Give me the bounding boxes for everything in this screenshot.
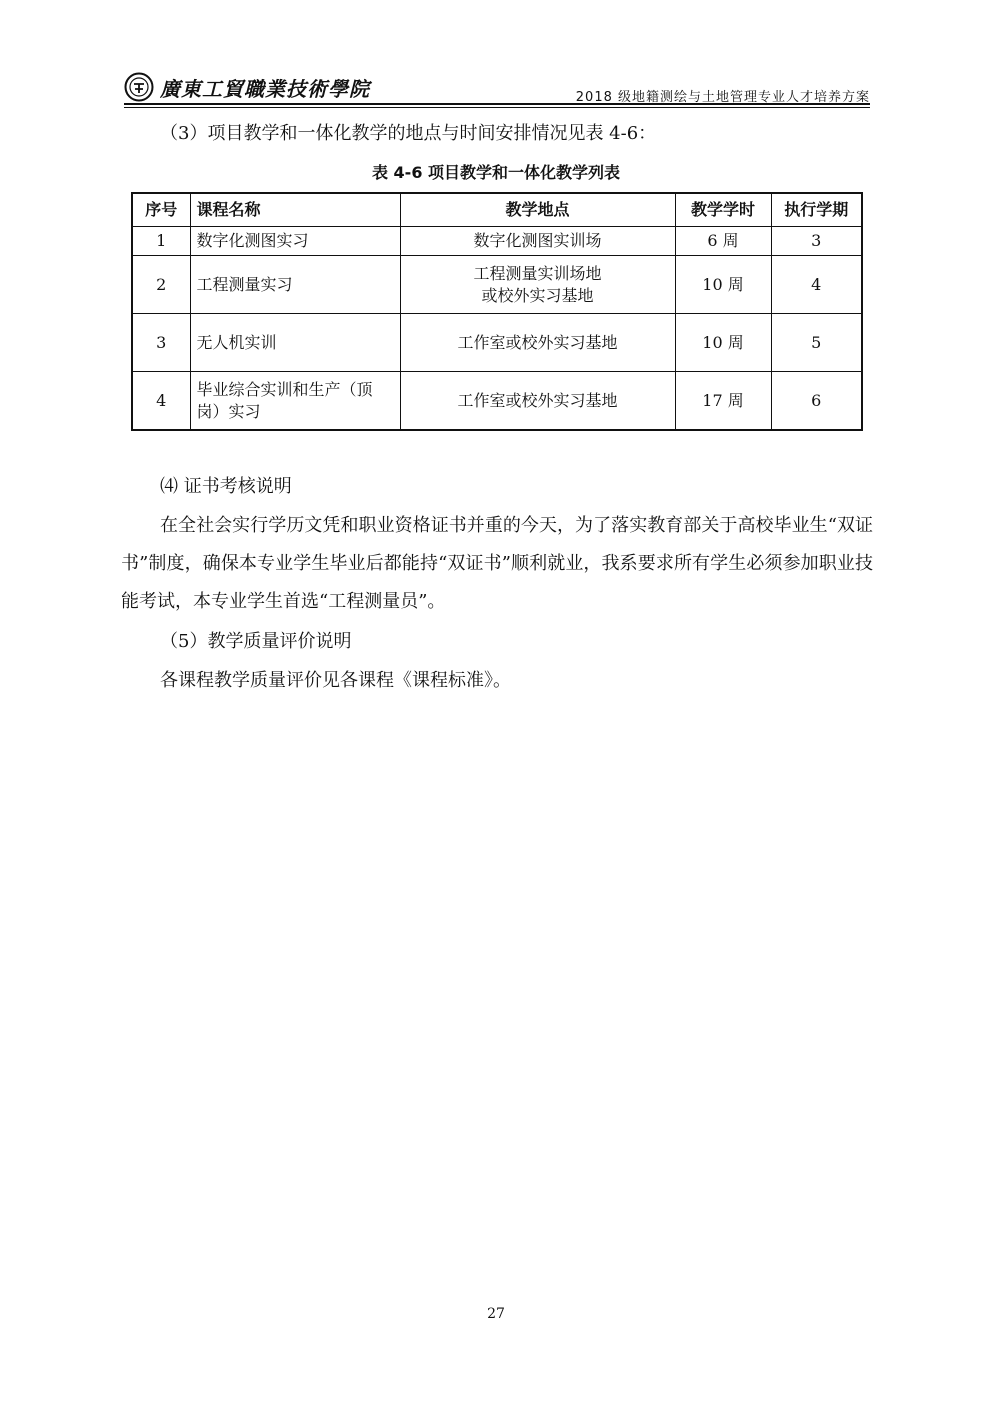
page-header [124, 70, 870, 106]
place-line: 工程测量实训场地 [473, 263, 602, 283]
header-rule [124, 103, 870, 105]
document-title: 2018 级地籍测绘与土地管理专业人才培养方案 [575, 90, 870, 105]
teaching-hours: 6 周 [675, 227, 771, 256]
header-cell: 教学地点 [400, 193, 675, 227]
table-row [132, 227, 862, 256]
course-name: 数字化测图实习 [190, 227, 400, 256]
school-name: 廣東工貿職業技術學院 [160, 76, 370, 101]
term: 5 [771, 314, 862, 372]
section5-body: 各课程教学质量评价见各课程《课程标准》。 [160, 670, 511, 691]
place-line: 数字化测图实训场 [473, 231, 602, 250]
row-number: 2 [132, 256, 190, 314]
teaching-hours: 10 周 [675, 314, 771, 372]
header-cell: 课程名称 [190, 193, 400, 227]
section5-heading: （5）教学质量评价说明 [160, 631, 352, 652]
term: 4 [771, 256, 862, 314]
intro-paragraph: （3）项目教学和一体化教学的地点与时间安排情况见表 4-6： [160, 123, 657, 144]
header-rule-thin [124, 107, 870, 108]
table-header-row [132, 193, 862, 227]
teaching-hours: 17 周 [675, 372, 771, 431]
table-row [132, 256, 862, 314]
teaching-place: 工作室或校外实习基地 [400, 314, 675, 372]
teaching-place: 工作室或校外实习基地 [400, 372, 675, 431]
row-number: 3 [132, 314, 190, 372]
header-cell: 序号 [132, 193, 190, 227]
school-emblem-icon [124, 72, 154, 102]
term: 6 [771, 372, 862, 431]
course-name: 无人机实训 [190, 314, 400, 372]
section4-body: 在全社会实行学历文凭和职业资格证书并重的今天，为了落实教育部关于高校毕业生“双证书”制度，确保本专业学生毕业后都能持“双证书”顺利就业，我系要求所有学生必须参加职业技能考试，本专业学生首选“工程测量员”。 [121, 515, 873, 612]
teaching-hours: 10 周 [675, 256, 771, 314]
header-cell: 执行学期 [771, 193, 862, 227]
page-number: 27 [487, 1306, 505, 1322]
section4-heading: ⑷ 证书考核说明 [160, 476, 292, 497]
term: 3 [771, 227, 862, 256]
course-name: 毕业综合实训和生产（顶岗）实习 [190, 372, 400, 431]
place-line: 或校外实习基地 [481, 285, 594, 305]
teaching-table [131, 192, 863, 431]
table-row [132, 314, 862, 372]
table-row [132, 372, 862, 431]
teaching-place [400, 256, 675, 314]
table-caption: 表 4-6 项目教学和一体化教学列表 [371, 163, 621, 182]
course-name: 工程测量实习 [190, 256, 400, 314]
school-logo [124, 72, 370, 102]
teaching-place [400, 227, 675, 256]
header-cell: 教学学时 [675, 193, 771, 227]
row-number: 4 [132, 372, 190, 431]
row-number: 1 [132, 227, 190, 256]
